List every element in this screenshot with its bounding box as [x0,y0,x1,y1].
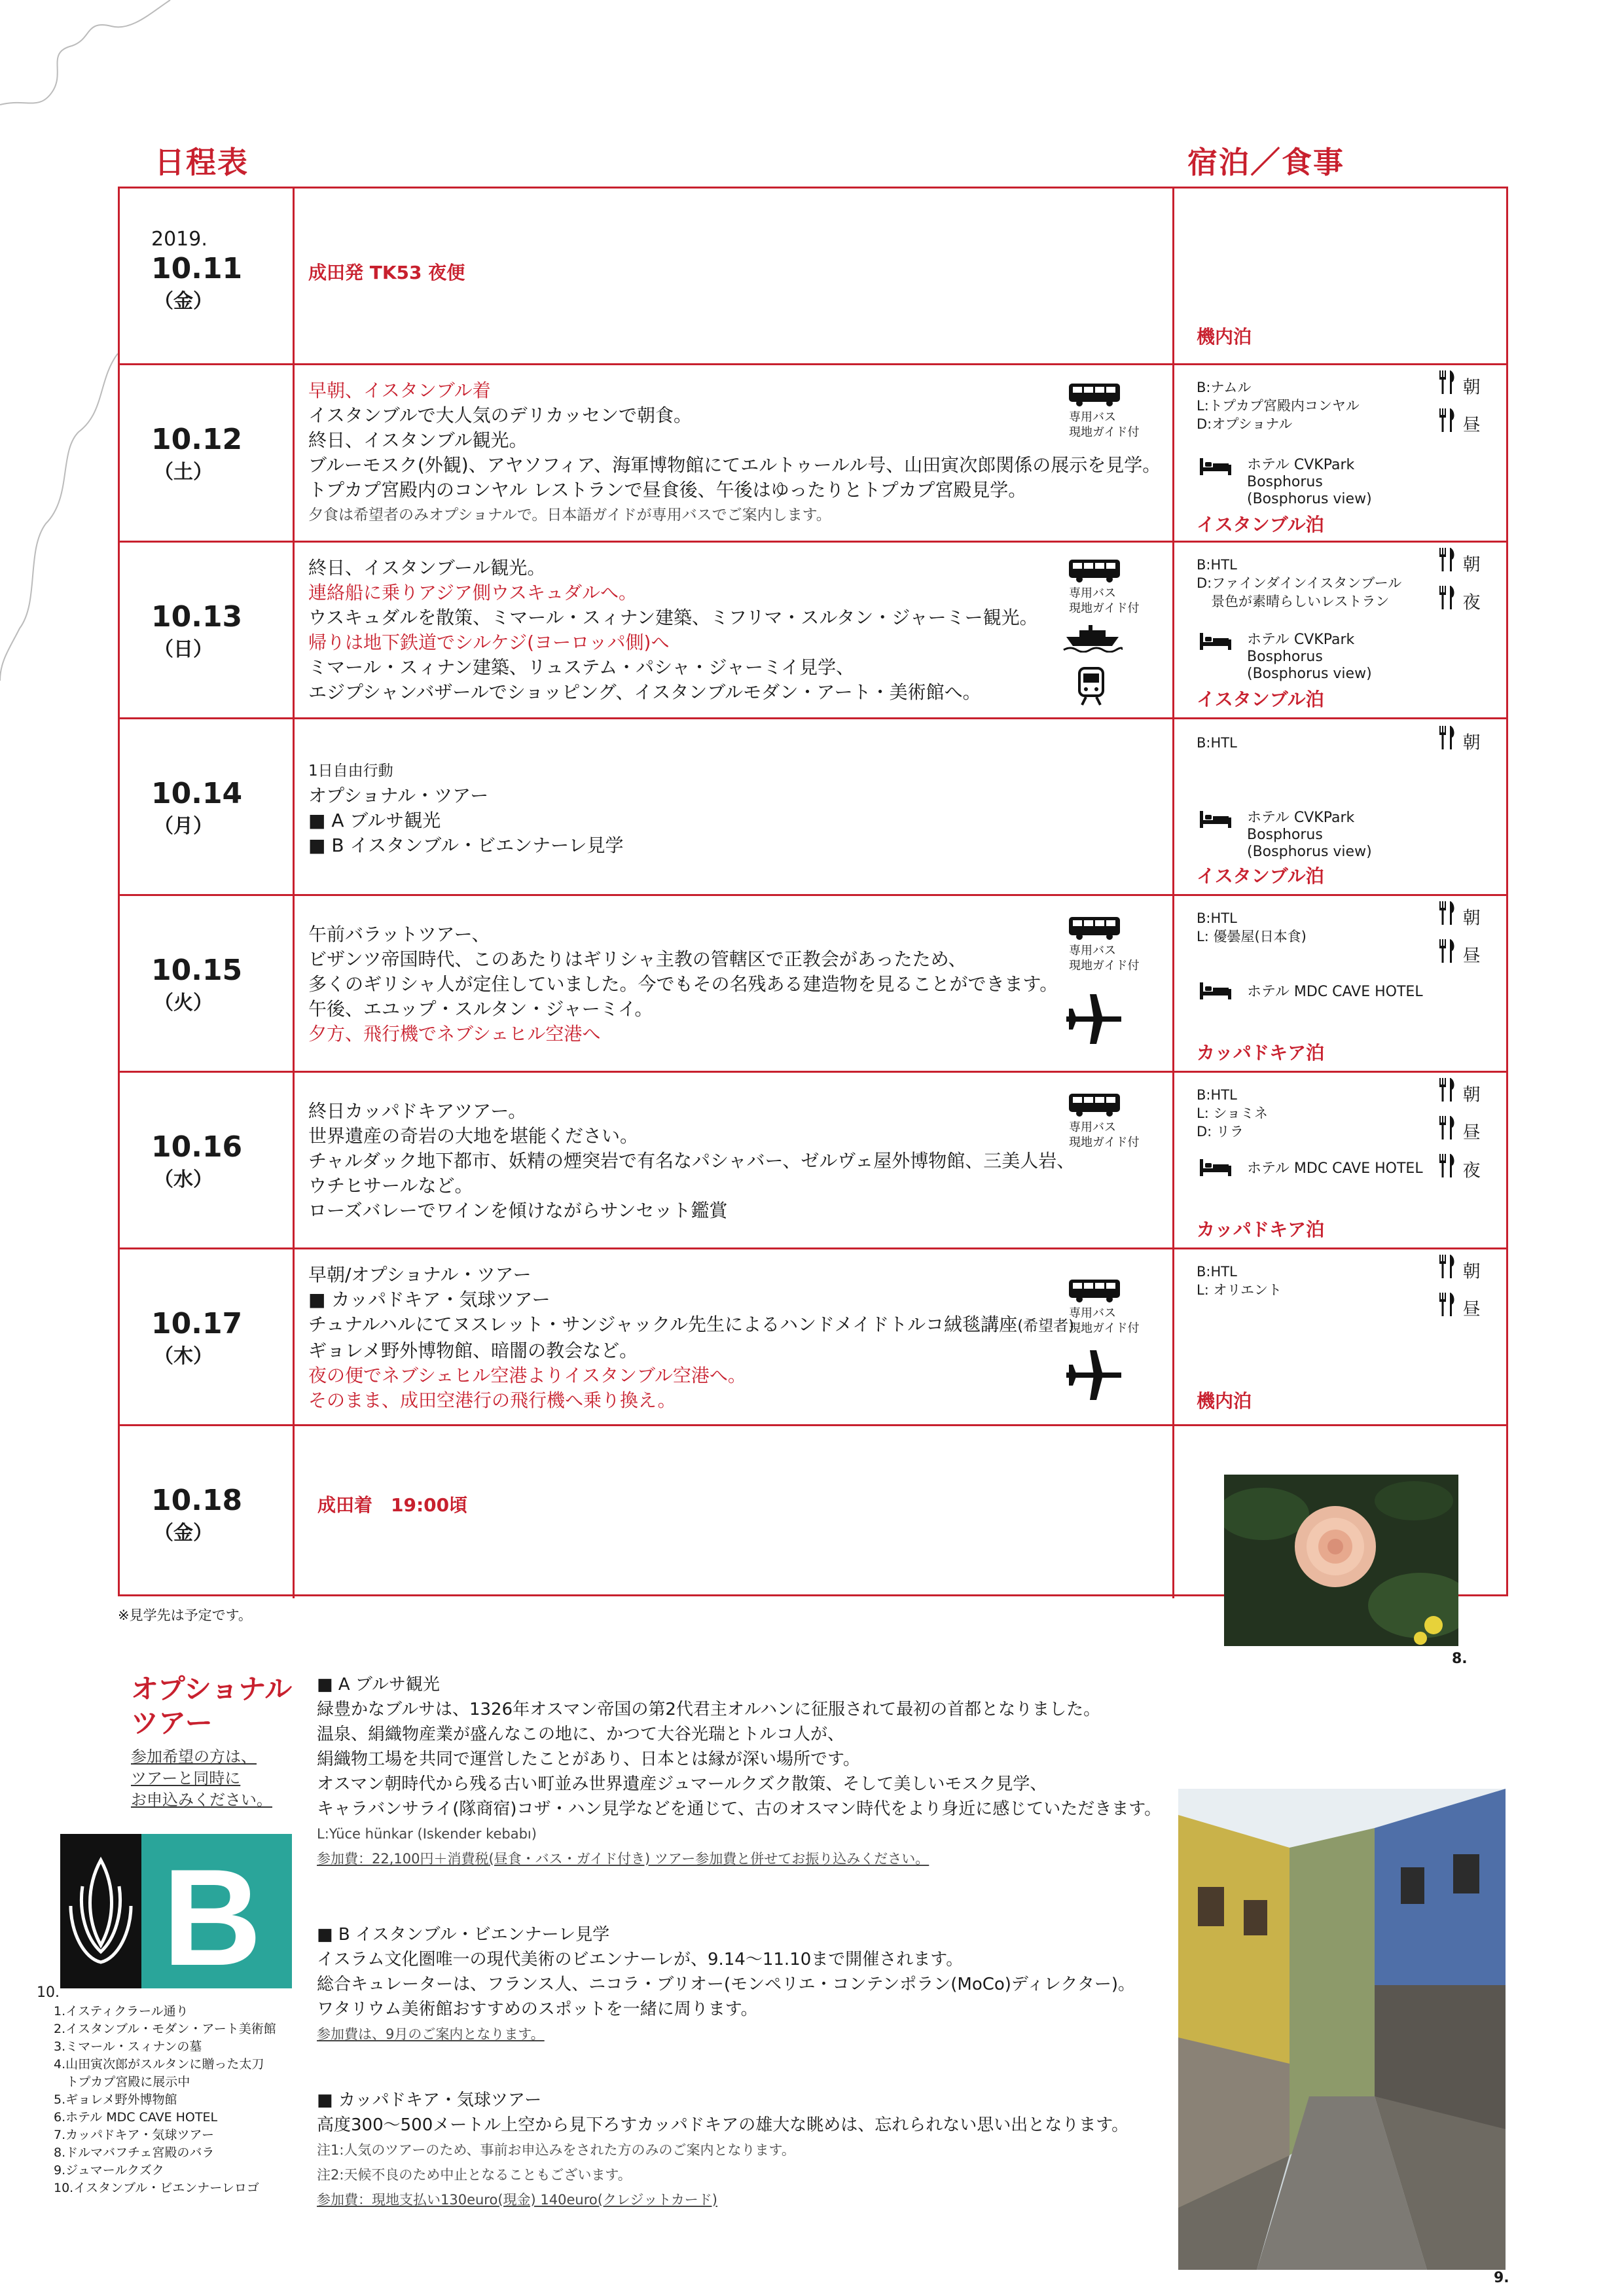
hotel-name: ホテル MDC CAVE HOTEL [1247,1160,1423,1177]
meal-tags: 朝 昼 夜 [1437,1077,1481,1191]
table-row: 10.17 （木） 早朝/オプショナル・ツアー ■ カッパドキア・気球ツアー チュナルハルにてヌスレット・サンジャックル先生によるハンドメイドトルコ絨毯講座(希望者) ギョレメ野外博物館、暗闇の教会など。 夜の便でネブシェヒル空港よりイスタンブル空港へ。 そのまま、成田空港行の飛行機へ乗り換え。 専用バス 現地ガイド付 B:HTL L: オリエント 朝 昼 機内泊 [120,1249,1506,1426]
day-desc: 終日、イスタンブール観光。 連絡船に乗りアジア側ウスキュダルへ。 ウスキュダルを散策、ミマール・スィナン建築、ミフリマ・スルタン・ジャーミー観光。 帰りは地下鉄道でシルケジ(ヨーロッパ側)へ ミマール・スィナン建築、リュステム・パシャ・ジャーミイ見学、 エジプシャンバザールでショッピング、イスタンブルモダン・アート・美術館へ。 [308,557,1038,703]
date-cell: 2019. 10.11 （金） [151,228,243,313]
option-c: ■ カッパドキア・気球ツアー 高度300〜500メートル上空から見下ろすカッパドキアの雄大な眺めは、忘れられない思い出となります。 注1:人気のツアーのため、事前お申込みをされた方のみのご案内となります。 注2:天候不良のため中止となることもございます。 参加費：現地支払い130euro(現金) 140euro(クレジットカード) [317,2090,1129,2208]
meal-tags: 朝 昼 [1437,369,1481,445]
date-cell: 10.17 （木） [151,1307,243,1368]
fork-knife-icon [1437,725,1457,762]
bed-icon [1199,810,1233,829]
fork-knife-icon [1437,1115,1457,1153]
stay-label: 機内泊 [1197,1390,1252,1412]
airplane-icon [1066,994,1121,1044]
meal-tags: 朝 [1437,725,1481,762]
table-row: 10.13 （日） 終日、イスタンブール観光。 連絡船に乗りアジア側ウスキュダルへ。 ウスキュダルを散策、ミマール・スィナン建築、ミフリマ・スルタン・ジャーミー観光。 帰りは地下鉄道でシルケジ(ヨーロッパ側)へ ミマール・スィナン建築、リュステム・パシャ・ジャーミイ見学、 エジプシャンバザールでショッピング、イスタンブルモダン・アート・美術館へ。 専用バス 現地ガイド付 B:HTL D:ファインダインイスタンブール 景色が素晴らしいレストラン 朝 夜 ホテル CVKPark Bosphorus (Bosphorus view) イスタンブル泊 [120,543,1506,719]
bed-icon [1199,632,1233,651]
schedule-heading: 日程表 [154,145,249,180]
biennale-logo [60,1834,292,1988]
fork-knife-icon [1437,547,1457,584]
fork-knife-icon [1437,1253,1457,1291]
date-cell: 10.16 （水） [151,1130,243,1191]
table-row: 10.16 （水） 終日カッパドキアツアー。 世界遺産の奇岩の大地を堪能ください。 チャルダック地下都市、妖精の煙突岩で有名なパシャバー、ゼルヴェ屋外博物館、三美人岩、 ウチヒサールなど。 ローズバレーでワインを傾けながらサンセット鑑賞 専用バス 現地ガイド付 B:HTL L: ショミネ D: リラ 朝 昼 夜 ホテル MDC CAVE HOTEL カッパドキア泊 [120,1073,1506,1249]
fork-knife-icon [1437,369,1457,407]
meal-tags: 朝 昼 [1437,900,1481,976]
day-desc: 午前バラットツアー、 ビザンツ帝国時代、このあたりはギリシャ主教の管轄区で正教会があったため、 多くのギリシャ人が定住していました。今でもその名残ある建造物を見ることができます。 午後、エユップ・スルタン・ジャーミイ。 夕方、飛行機でネブシェヒル空港へ [308,924,1058,1045]
hotel-name: ホテル MDC CAVE HOTEL [1247,984,1423,1000]
stay-label: イスタンブル泊 [1197,514,1324,535]
day-desc: 早朝/オプショナル・ツアー ■ カッパドキア・気球ツアー チュナルハルにてヌスレット・サンジャックル先生によるハンドメイドトルコ絨毯講座(希望者) ギョレメ野外博物館、暗闇の教会など。 夜の便でネブシェヒル空港よりイスタンブル空港へ。 そのまま、成田空港行の飛行機へ乗り換え。 [308,1264,1075,1411]
meal-tags: 朝 夜 [1437,547,1481,622]
schedule-table [118,187,1508,1596]
stay-label: イスタンブル泊 [1197,689,1324,710]
stay-meal-heading: 宿泊／食事 [1187,145,1344,180]
bed-icon [1199,1158,1233,1177]
bus-icon [1068,1278,1121,1303]
hotel-name: ホテル CVKPark Bosphorus (Bosphorus view) [1247,457,1372,507]
map-outline-right [0,353,118,681]
table-row: 10.12 （土） 早朝、イスタンブル着 イスタンブルで大人気のデリカッセンで朝食。 終日、イスタンブル観光。 ブルーモスク(外観)、アヤソフィア、海軍博物館にてエルトゥールル号、山田寅次郎関係の展示を見学。 トプカプ宮殿内のコンヤル レストランで昼食後、午後はゆったりとトプカプ宮殿見学。 夕食は希望者のみオプショナルで。日本語ガイドが専用バスでご案内します。 専用バス 現地ガイド付 B:ナムル L:トプカプ宮殿内コンヤル D:オプショナル 朝 昼 ホテル CVKPark Bosphorus (Bosphorus view) イスタンブル泊 [120,365,1506,543]
fork-knife-icon [1437,1077,1457,1115]
date-cell: 10.14 （月） [151,777,243,838]
table-row [120,188,1506,365]
bus-icon [1068,382,1121,407]
optional-title: オプショナル ツアー [131,1673,293,1739]
day-desc: 早朝、イスタンブル着 イスタンブルで大人気のデリカッセンで朝食。 終日、イスタンブル観光。 ブルーモスク(外観)、アヤソフィア、海軍博物館にてエルトゥールル号、山田寅次郎関係の展示を見学。 トプカプ宮殿内のコンヤル レストランで昼食後、午後はゆったりとトプカプ宮殿見学。 夕食は希望者のみオプショナルで。日本語ガイドが専用バスでご案内します。 [308,380,1161,524]
rose-photo [1224,1475,1458,1646]
meal-list: B:HTL [1197,735,1237,751]
schedule-note: ※見学先は予定です。 [118,1607,252,1623]
bus-icon [1068,916,1121,941]
fork-knife-icon [1437,1153,1457,1191]
meal-list: B:HTL L: オリエント [1197,1264,1282,1298]
stay-label: カッパドキア泊 [1197,1219,1325,1240]
meal-list: B:ナムル L:トプカプ宮殿内コンヤル D:オプショナル [1197,380,1360,432]
day-desc: 成田着 19:00頃 [317,1494,468,1516]
stay-label: カッパドキア泊 [1197,1042,1325,1064]
stay-label: イスタンブル泊 [1197,865,1324,887]
day-desc: 終日カッパドキアツアー。 世界遺産の奇岩の大地を堪能ください。 チャルダック地下都市、妖精の煙突岩で有名なパシャバー、ゼルヴェ屋外博物館、三美人岩、 ウチヒサールなど。 ローズバレーでワインを傾けながらサンセット鑑賞 [308,1100,1075,1221]
bus-icon [1068,558,1121,583]
meal-list: B:HTL D:ファインダインイスタンブール 景色が素晴らしいレストラン [1197,557,1402,609]
ferry-icon [1062,624,1123,653]
bus-icon [1068,1092,1121,1117]
fork-knife-icon [1437,900,1457,938]
option-a: ■ A ブルサ観光 緑豊かなブルサは、1326年オスマン帝国の第2代君主オルハンに征服されて最初の首都となりました。 温泉、絹織物産業が盛んなこの地に、かつて大谷光瑞とトルコ人が、 絹織物工場を共同で運営したことがあり、日本とは縁が深い場所です。 オスマン朝時代から残る古い町並み世界遺産ジュマールクズク散策、そして美しいモスク見学、 キャラバンサライ(隊商宿)コザ・ハン見学などを通じて、古のオスマン時代をより身近に感じていただきます。 L:Yüce hünkar (Iskender kebabı) 参加費：22,100円＋消費税(昼食・バス・ガイド付き) ツアー参加費と併せてお振り込みください。 [317,1675,1162,1867]
table-row [120,719,1506,896]
date-cell: 10.18 （金） [151,1484,243,1545]
fork-knife-icon [1437,938,1457,976]
bed-icon [1199,457,1233,476]
meal-list: B:HTL L: 優曇屋(日本食) [1197,910,1307,944]
fork-knife-icon [1437,1291,1457,1329]
day-desc: 成田発 TK53 夜便 [308,262,465,283]
airplane-icon [1066,1350,1121,1400]
optional-subtitle: 参加希望の方は、 ツアーと同時に お申込みください。 [131,1748,272,1809]
fork-knife-icon [1437,407,1457,445]
meal-list: B:HTL L: ショミネ D: リラ [1197,1087,1269,1139]
photo-legend: 1.イスティクラール通り 2.イスタンブル・モダン・アート美術館 3.ミマール・スィナンの墓 4.山田寅次郎がスルタンに贈った太刀 トプカプ宮殿に展示中 5.ギョレメ野外博物館 6.ホテル MDC CAVE HOTEL 7.カッパドキア・気球ツアー 8.ドルマバフチェ宮殿のバラ 9.ジュマールクズク 10.イスタンブル・ビエンナーレロゴ [54,2004,276,2195]
option-b: ■ B イスタンブル・ビエンナーレ見学 イスラム文化圏唯一の現代美術のビエンナーレが、9.14〜11.10まで開催されます。 総合キュレーターは、フランス人、ニコラ・ブリオー(モンペリエ・コンテンポラン(MoCo)ディレクター)。 ワタリウム美術館おすすめのスポットを一緒に周ります。 参加費は、9月のご案内となります。 [317,1925,1135,2042]
date-cell: 10.12 （土） [151,423,243,484]
table-row: 10.15 （火） 午前バラットツアー、 ビザンツ帝国時代、このあたりはギリシャ主教の管轄区で正教会があったため、 多くのギリシャ人が定住していました。今でもその名残ある建造物を見ることができます。 午後、エユップ・スルタン・ジャーミイ。 夕方、飛行機でネブシェヒル空港へ 専用バス 現地ガイド付 B:HTL L: 優曇屋(日本食) 朝 昼 ホテル MDC CAVE HOTEL カッパドキア泊 [120,896,1506,1073]
pic-label-10: 10. [37,1984,60,2001]
train-icon [1077,667,1106,706]
pic-label-8: 8. [1452,1651,1468,1667]
svg-text:B: B [162,1840,262,1988]
hotel-name: ホテル CVKPark Bosphorus (Bosphorus view) [1247,810,1372,860]
day-desc: 1日自由行動 オプショナル・ツアー ■ A ブルサ観光 ■ B イスタンブル・ビエンナーレ見学 [308,762,624,856]
hotel-name: ホテル CVKPark Bosphorus (Bosphorus view) [1247,632,1372,682]
bed-icon [1199,981,1233,1001]
meal-tags: 朝 昼 [1437,1253,1481,1329]
pic-label-9: 9. [1494,2270,1509,2286]
date-cell: 10.13 （日） [151,600,243,661]
street-photo [1178,1789,1506,2270]
date-cell: 10.15 （火） [151,954,243,1014]
stay-label: 機内泊 [1197,326,1252,348]
fork-knife-icon [1437,584,1457,622]
